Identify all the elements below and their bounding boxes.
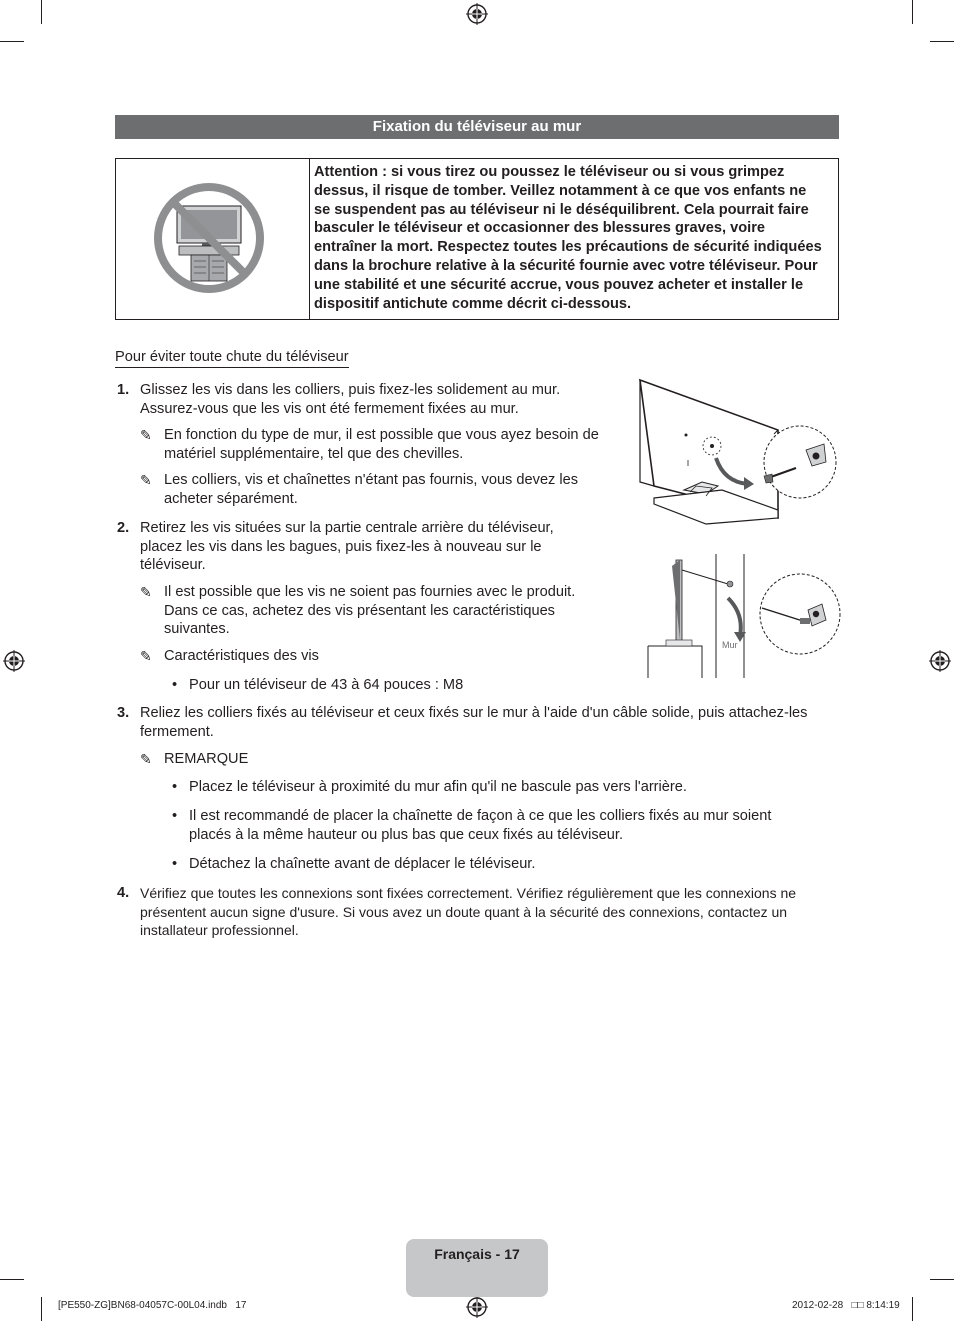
note-icon: ✎ <box>140 472 152 488</box>
wall-label: Mur <box>722 640 738 650</box>
crop-mark <box>912 0 913 24</box>
step-number: 2. <box>117 520 130 536</box>
crop-mark <box>0 1279 24 1280</box>
subheading: Pour éviter toute chute du téléviseur <box>115 349 349 368</box>
warning-text: Attention : si vous tirez ou poussez le téléviseur ou si vous grimpez dessus, il risque de tomber. Veillez notamment à ce que vos enfants ne se suspendent pas au téléviseur ni le déséquilibrent. Cela pourrait faire basculer le téléviseur et occasionner des blessures graves, voire entraîner la mort. Respectez toutes les précautions de sécurité indiquées dans la brochure relative à la sécurité fournie avec votre téléviseur. Pour une stabilité et une sécurité accrue, vous pouvez acheter et installer le dispositif antichute comme décrit ci-dessous. <box>314 164 822 312</box>
page-number: Français - 17 <box>434 1246 520 1262</box>
bullet-icon: • <box>172 856 178 872</box>
bullet-text: Détachez la chaînette avant de déplacer le téléviseur. <box>189 856 536 872</box>
note-text: REMARQUE <box>164 751 249 767</box>
bullet-text: Placez le téléviseur à proximité du mur afin qu'il ne bascule pas vers l'arrière. <box>189 779 687 795</box>
registration-mark-icon <box>3 650 25 672</box>
warning-box <box>115 158 839 320</box>
note-text: Les colliers, vis et chaînettes n'étant pas fournis, vous devez les acheter séparément. <box>164 472 579 507</box>
crop-mark <box>41 1297 42 1321</box>
step-text: Retirez les vis situées sur la partie centrale arrière du téléviseur, placez les vis dans les bagues, puis fixez-les à nouveau sur le téléviseur. <box>140 520 554 574</box>
prohibited-tv-icon <box>116 159 309 319</box>
step-text: Glissez les vis dans les colliers, puis fixez-les solidement au mur. Assurez-vous que les vis ont été fermement fixées au mur. <box>140 382 561 417</box>
crop-mark <box>930 1279 954 1280</box>
crop-mark <box>41 0 42 24</box>
crop-mark <box>930 41 954 42</box>
step-number: 1. <box>117 382 130 398</box>
bullet-icon: • <box>172 808 178 824</box>
warning-image-cell <box>116 159 310 319</box>
print-slug-left: [PE550-ZG]BN68-04057C-00L04.indb 17 <box>58 1300 247 1311</box>
note-icon: ✎ <box>140 584 152 600</box>
note-text: Il est possible que les vis ne soient pas fournies avec le produit. Dans ce cas, achetez des vis présentant les caractéristiques suivantes. <box>164 584 576 638</box>
crop-mark <box>912 1297 913 1321</box>
registration-mark-icon <box>929 650 951 672</box>
note-icon: ✎ <box>140 427 152 443</box>
step-text: Vérifiez que toutes les connexions sont fixées correctement. Vérifiez régulièrement que les connexions ne présentent aucun signe d'usure. Si vous avez un doute quant à la sécurité des connexions, contactez un installateur professionnel. <box>140 885 797 939</box>
note-text: Caractéristiques des vis <box>164 648 319 664</box>
section-title: Fixation du téléviseur au mur <box>115 115 839 139</box>
bullet-text: Il est recommandé de placer la chaînette de façon à ce que les colliers fixés au mur soient placés à la même hauteur ou plus bas que ceux fixés au téléviseur. <box>189 808 772 843</box>
crop-mark <box>0 41 24 42</box>
step-text: Reliez les colliers fixés au téléviseur et ceux fixés sur le mur à l'aide d'un câble solide, puis attachez-les fermement. <box>140 705 808 740</box>
bullet-icon: • <box>172 779 178 795</box>
note-text: En fonction du type de mur, il est possible que vous ayez besoin de matériel supplémentaire, tel que des chevilles. <box>164 427 599 462</box>
print-slug-right: 2012-02-28 □□ 8:14:19 <box>792 1300 900 1311</box>
note-icon: ✎ <box>140 648 152 664</box>
note-icon: ✎ <box>140 751 152 767</box>
registration-mark-icon <box>466 3 488 25</box>
tv-wall-bracket-illustration <box>636 378 842 680</box>
step-number: 3. <box>117 705 130 721</box>
step-number: 4. <box>117 885 130 901</box>
bullet-icon: • <box>172 677 178 693</box>
registration-mark-icon <box>466 1296 488 1318</box>
bullet-text: Pour un téléviseur de 43 à 64 pouces : M8 <box>189 677 464 693</box>
